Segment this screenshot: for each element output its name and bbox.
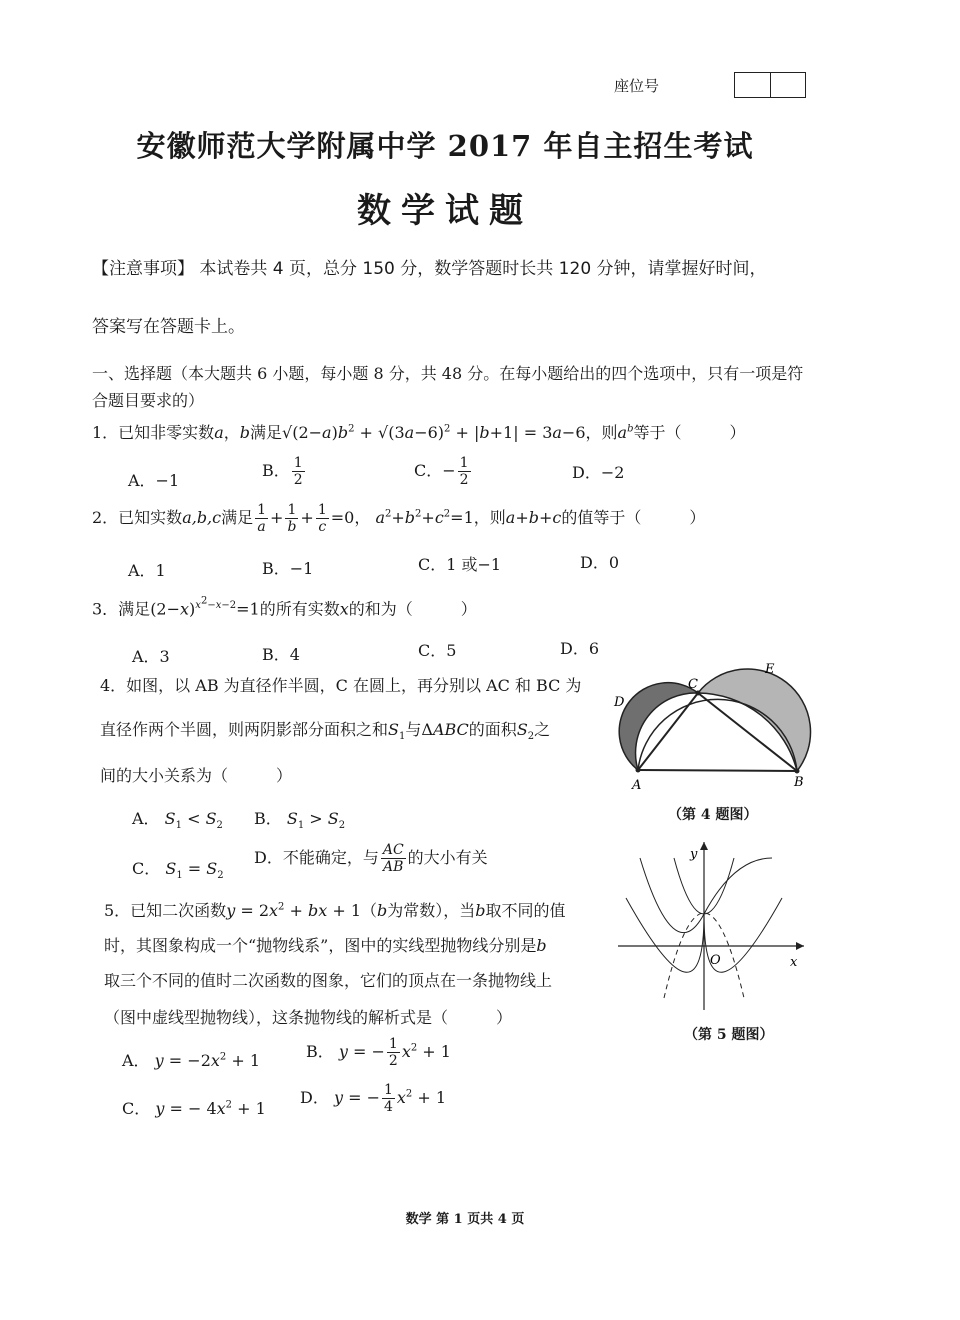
q5-line-2: 时，其图象构成一个“抛物线系”，图中的实线型抛物线分别是b xyxy=(104,936,547,955)
q1-option-c: C．− $\frac{1}{2}$ xyxy=(414,455,469,488)
shaded-region-left xyxy=(619,683,698,770)
q4-option-c: C． $S_1 = S_2$ xyxy=(132,859,224,882)
q5-option-a: A． $y = -2x^2 + 1$ xyxy=(122,1051,261,1070)
section-heading: 一、选择题（本大题共 6 小题，每小题 8 分，共 48 分。在每小题给出的四个选项中，只有一项是符合题目要求的） xyxy=(92,364,804,410)
q2-option-b: B．−1 xyxy=(262,559,314,578)
q5-option-c: C． y = − $4x^2 + 1$ xyxy=(122,1099,266,1118)
label-c: C xyxy=(688,677,698,692)
label-d: D xyxy=(614,695,625,710)
q5-option-b: B． y = − $\frac{1}{2}$ $x^2 + 1$ xyxy=(306,1036,451,1069)
figure-5 xyxy=(612,838,812,1018)
q4-option-d: D．不能确定，与 $\frac{AC}{AB}$ 的大小有关 xyxy=(254,842,488,875)
q4-line-3: 间的大小关系为（ ） xyxy=(100,766,293,785)
q1-option-b: B． $\frac{1}{2}$ xyxy=(262,455,303,488)
page-footer: 数学 第 1 页共 4 页 xyxy=(405,1212,525,1227)
label-origin: O xyxy=(710,953,721,968)
q5-line-1: 5．已知二次函数$y = 2x^2$ + bx + 1（b为常数），当b取不同的值 xyxy=(104,901,566,920)
point-a xyxy=(636,768,641,773)
q1-option-d: D．−2 xyxy=(572,463,625,482)
label-e: E xyxy=(765,662,775,677)
q3-option-a: A．3 xyxy=(132,647,170,666)
q1-prefix: 1．已知非零实数 xyxy=(92,423,215,442)
notice-line-2: 答案写在答题卡上。 xyxy=(92,317,245,337)
notice-line-1: 【注意事项】 本试卷共 4 页，总分 150 分，数学答题时长共 120 分钟，请掌握好时间， xyxy=(92,259,767,279)
point-b xyxy=(795,769,800,774)
figure-4-caption: （第 4 题图） xyxy=(668,807,758,823)
label-x: x xyxy=(790,955,798,970)
q2-option-c: C．1 或−1 xyxy=(418,555,502,574)
q4-option-b: B． $S_1 > S_2$ xyxy=(254,809,346,832)
q1-suffix: ，则 xyxy=(585,423,618,442)
q5-line-4: （图中虚线型抛物线），这条抛物线的解析式是（ ） xyxy=(104,1008,513,1027)
q2-option-a: A．1 xyxy=(128,561,166,580)
exam-subtitle: 数学试题 xyxy=(357,191,533,231)
label-b: B xyxy=(794,775,804,790)
q4-option-a: A． $S_1 < S_2$ xyxy=(132,809,223,832)
question-3: 3．满足$(2-x)^{x^2-x-2}=1$的所有实数x的和为（ ） xyxy=(92,596,477,619)
label-a: A xyxy=(632,778,642,793)
q3-option-d: D．6 xyxy=(560,639,600,658)
segment-ab xyxy=(638,770,797,771)
solid-parabola-left xyxy=(640,858,772,933)
q1-mid: 满足 xyxy=(250,423,283,442)
q2-option-d: D．0 xyxy=(580,553,620,572)
x-axis-arrow xyxy=(796,942,804,950)
figure-5-caption: （第 5 题图） xyxy=(684,1027,774,1043)
q4-line-1: 4．如图，以 AB 为直径作半圆，C 在圆上，再分别以 AC 和 BC 为 xyxy=(100,676,582,695)
label-y: y xyxy=(690,847,698,862)
question-2: 2．已知实数a,b,c满足 $\frac{1}{a}$ + $\frac{1}{b}$ + $\frac{1}{c}$ =0， $a^2+b^2+c^2=1$，则a+b+c的值等于（ ） xyxy=(92,502,706,535)
q5-option-d: D． y = − $\frac{1}{4}$ $x^2 + 1$ xyxy=(300,1082,447,1115)
seat-number-label: 座位号 xyxy=(614,77,660,95)
q5-line-3: 取三个不同的值时二次函数的图象，它们的顶点在一条抛物线上 xyxy=(104,971,553,990)
y-axis-arrow xyxy=(700,842,708,850)
seat-number-box xyxy=(734,72,806,98)
q1-option-a: A．−1 xyxy=(128,471,180,490)
figure-4 xyxy=(600,650,820,800)
q4-line-2: 直径作两个半圆，则两阴影部分面积之和$S_1$与ΔABC的面积$S_2$之 xyxy=(100,720,551,743)
exam-title: 安徽师范大学附属中学 2017 年自主招生考试 xyxy=(136,129,754,163)
question-1: 1．已知非零实数a，b满足$√(2-a)b^2 + √(3a-6)^2 + |b+1| = 3a-6$，则$a^b$等于（ ） xyxy=(92,423,746,442)
q3-option-b: B．4 xyxy=(262,645,300,664)
q3-option-c: C．5 xyxy=(418,641,457,660)
q1-tail: 等于（ ） xyxy=(633,423,746,442)
